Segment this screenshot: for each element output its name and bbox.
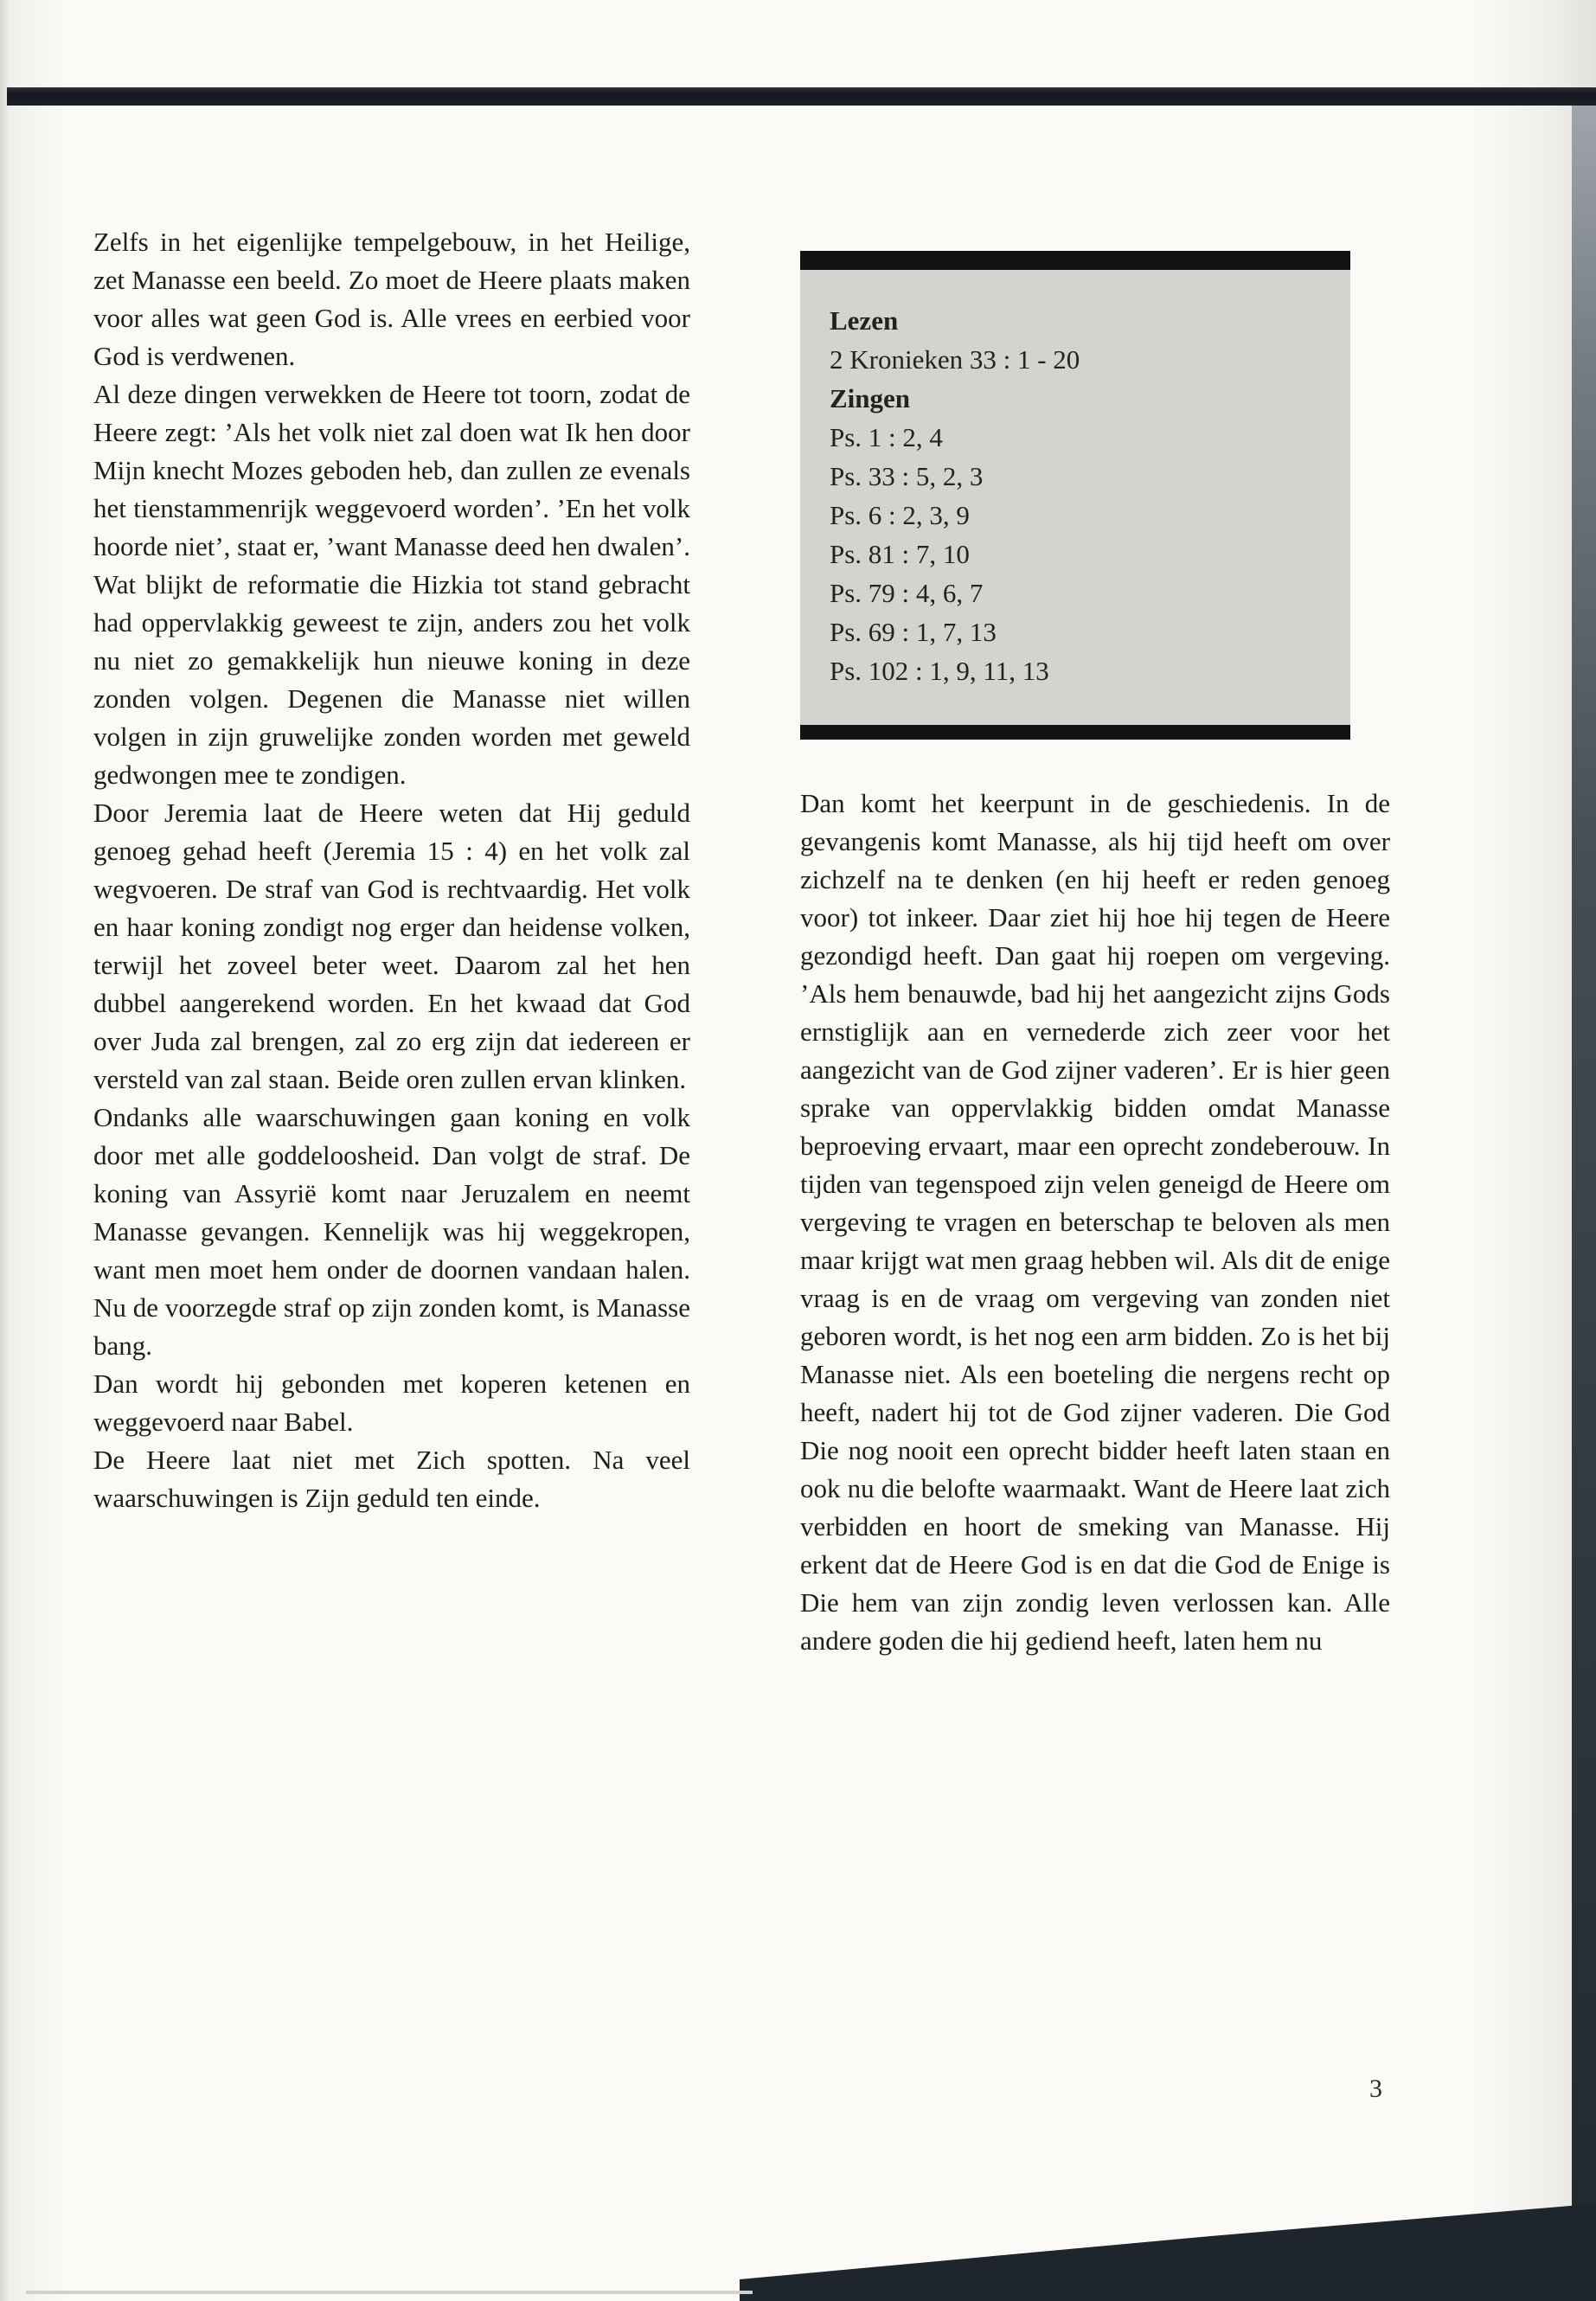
- box-top-rule: [800, 251, 1350, 270]
- paragraph: Zelfs in het eigenlijke tempelgebouw, in het Heilige, zet Manasse een beeld. Zo moet de Heere plaats maken voor alles wat geen God is. Alle vrees en eerbied voor God is verdwenen.: [93, 227, 690, 371]
- zingen-item: Ps. 79 : 4, 6, 7: [830, 578, 984, 608]
- paragraph: Dan wordt hij gebonden met koperen ketenen en weggevoerd naar Babel.: [93, 1368, 690, 1437]
- zingen-item: Ps. 33 : 5, 2, 3: [830, 461, 984, 491]
- reading-singing-box: [800, 251, 1350, 740]
- page-number: 3: [1369, 2074, 1382, 2103]
- paragraph: Dan komt het keerpunt in de geschiedenis. In de gevangenis komt Manasse, als hij tijd heeft om over zichzelf na te denken (en hij heeft er reden genoeg voor) tot inkeer. Daar ziet hij hoe hij tegen de Heere gezondigd heeft. Dan gaat hij roepen om vergeving. ’Als hem benauwde, bad hij het aangezicht zijns Gods ernstiglijk aan en vernederde zich zeer voor het aangezicht van de God zijner vaderen’. Er is hier geen sprake van oppervlakkig bidden omdat Manasse beproeving ervaart, maar een oprecht zondeberouw. In tijden van tegenspoed zijn velen geneigd de Heere om vergeving te vragen en beterschap te beloven als men maar krijgt wat men graag hebben wil. Als dit de enige vraag is en de vraag om vergeving van zonden niet geboren wordt, is het nog een arm bidden. Zo is het bij Manasse niet. Als een boeteling die nergens recht op heeft, nadert hij tot de God zijner vaderen. Die God Die nog nooit een oprecht bidder heeft laten staan en ook nu die belofte waarmaakt. Want de Heere laat zich verbidden en hoort de smeking van Manasse. Hij erkent dat de Heere God is en dat die God de Enige is Die hem van zijn zondig leven verlossen kan. Alle andere goden die hij gediend heeft, laten hem nu: [800, 788, 1390, 1656]
- zingen-item: Ps. 1 : 2, 4: [830, 422, 943, 452]
- right-column: [800, 251, 1390, 1660]
- lezen-label: Lezen: [830, 305, 899, 336]
- lezen-item: 2 Kronieken 33 : 1 - 20: [830, 344, 1080, 375]
- zingen-item: Ps. 6 : 2, 3, 9: [830, 500, 970, 530]
- paragraph: Ondanks alle waarschuwingen gaan koning en volk door met alle goddeloosheid. Dan volgt de straf. De koning van Assyrië komt naar Jeruzalem en neemt Manasse gevangen. Kennelijk was hij weggekropen, want men moet hem onder de doornen vandaan halen. Nu de voorzegde straf op zijn zonden komt, is Manasse bang.: [93, 1102, 690, 1361]
- scan-bottom-edge-shadow: [740, 2193, 1596, 2301]
- paragraph: Door Jeremia laat de Heere weten dat Hij geduld genoeg gehad heeft (Jeremia 15 : 4) en het volk zal wegvoeren. De straf van God is rechtvaardig. Het volk en haar koning zondigt nog erger dan heidense volken, terwijl het zoveel beter weet. Daarom zal het hen dubbel aangerekend worden. En het kwaad dat God over Juda zal brengen, zal zo erg zijn dat iedereen er versteld van zal staan. Beide oren zullen ervan klinken.: [93, 798, 690, 1094]
- box-body: [800, 270, 1350, 725]
- box-bottom-rule: [800, 725, 1350, 740]
- zingen-item: Ps. 81 : 7, 10: [830, 539, 970, 569]
- scan-top-edge-bar: [7, 87, 1596, 106]
- paragraph: De Heere laat niet met Zich spotten. Na veel waarschuwingen is Zijn geduld ten einde.: [93, 1445, 690, 1513]
- zingen-label: Zingen: [830, 383, 911, 413]
- zingen-item: Ps. 102 : 1, 9, 11, 13: [830, 656, 1049, 686]
- book-binding-edge: [1572, 106, 1596, 2242]
- page-bottom-edge-line: [26, 2291, 753, 2294]
- paragraph: Al deze dingen verwekken de Heere tot toorn, zodat de Heere zegt: ’Als het volk niet zal doen wat Ik hen door Mijn knecht Mozes geboden heb, dan zullen ze evenals het tienstammenrijk weggevoerd worden’. ’En het volk hoorde niet’, staat er, ’want Manasse deed hen dwalen’. Wat blijkt de reformatie die Hizkia tot stand gebracht had oppervlakkig geweest te zijn, anders zou het volk nu niet zo gemakkelijk hun nieuwe koning in deze zonden volgen. Degenen die Manasse niet willen volgen in zijn gruwelijke zonden worden met geweld gedwongen mee te zondigen.: [93, 379, 690, 790]
- zingen-item: Ps. 69 : 1, 7, 13: [830, 617, 997, 647]
- left-column: [93, 223, 690, 1517]
